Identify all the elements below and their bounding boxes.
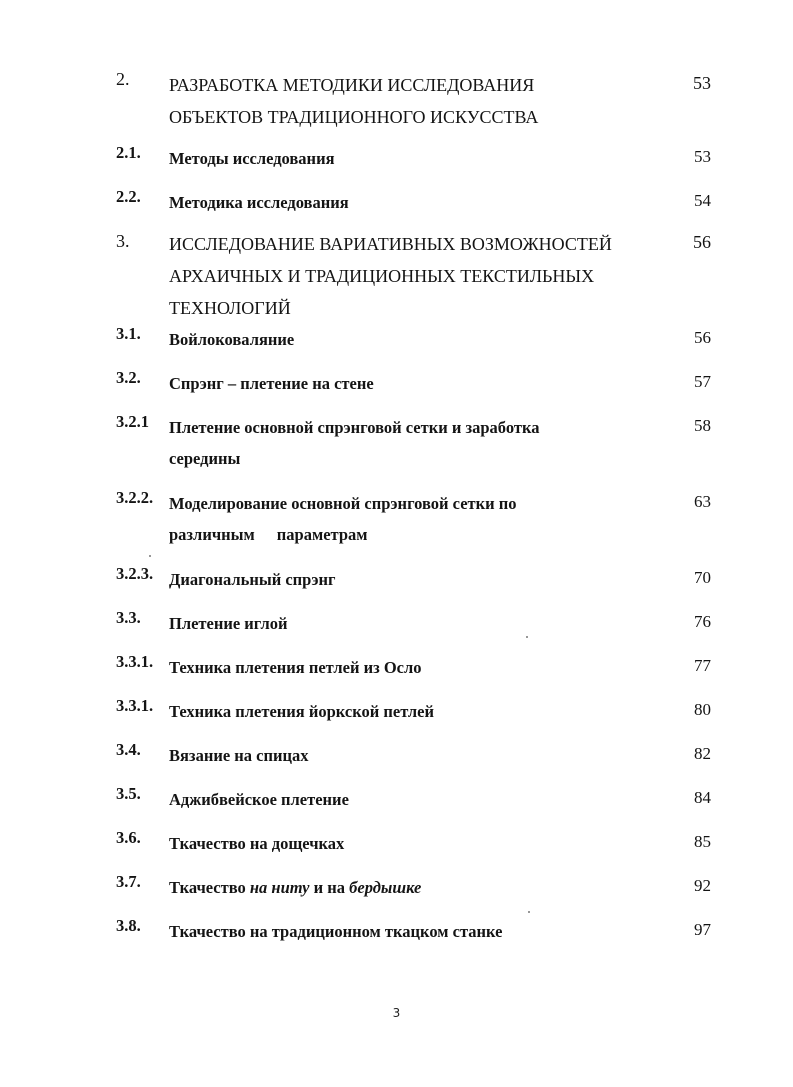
toc-title <box>169 488 659 550</box>
toc-page: 63 <box>694 492 711 511</box>
toc-page: 76 <box>694 612 711 631</box>
toc-number: 2. <box>116 69 130 89</box>
toc-title <box>169 828 659 859</box>
toc-page: 84 <box>694 788 711 807</box>
toc-title <box>169 784 659 815</box>
toc-number: 3.7. <box>116 872 141 891</box>
toc-number: 3.3. <box>116 608 141 627</box>
toc-number: 3.3.1. <box>116 652 154 671</box>
toc-title-line: Техника плетения петлей из Осло <box>169 658 422 677</box>
toc-title-line: ТЕХНОЛОГИЙ <box>169 298 291 318</box>
toc-title-line: АРХАИЧНЫХ И ТРАДИЦИОННЫХ ТЕКСТИЛЬНЫХ <box>169 266 595 286</box>
toc-page: 56 <box>694 328 711 347</box>
toc-page: 58 <box>694 416 711 435</box>
toc-title-line: Аджибвейское плетение <box>169 790 349 809</box>
toc-page: 80 <box>694 700 711 719</box>
toc-title-line: Плетение основной спрэнговой сетки и заработка <box>169 418 540 437</box>
toc-page: 53 <box>693 73 711 93</box>
toc-page: 57 <box>694 372 711 391</box>
toc-number: 3.3.1. <box>116 696 154 715</box>
page-number: 3 <box>392 1006 401 1020</box>
toc-page: 77 <box>694 656 711 675</box>
toc-number: 3. <box>116 231 130 251</box>
toc-title-line: Войлоковаляние <box>169 330 295 349</box>
toc-title-part-italic: бердышке <box>349 878 422 897</box>
toc-title-word: параметрам <box>276 525 368 544</box>
toc-page: 53 <box>694 147 711 166</box>
toc-number: 3.5. <box>116 784 141 803</box>
toc-title <box>169 872 659 903</box>
toc-title <box>169 143 659 174</box>
toc-title-line: Ткачество на традиционном ткацком станке <box>169 922 503 941</box>
toc-title <box>169 696 659 727</box>
toc-title <box>169 368 659 399</box>
toc-title-line: Методы исследования <box>169 149 335 168</box>
toc-title <box>169 652 659 683</box>
toc-title-line <box>169 872 659 903</box>
toc-page: 54 <box>694 191 711 210</box>
toc-title-line: Ткачество на дощечках <box>169 834 345 853</box>
scan-speck <box>149 555 151 557</box>
toc-number: 3.2. <box>116 368 141 387</box>
toc-title-line: Диагональный спрэнг <box>169 570 336 589</box>
scan-speck <box>528 911 530 913</box>
toc-title-line: середины <box>169 449 241 468</box>
toc-page: 92 <box>694 876 711 895</box>
toc-number: 3.8. <box>116 916 141 935</box>
toc-title <box>169 916 659 947</box>
toc-page: 97 <box>694 920 711 939</box>
toc-title <box>169 69 659 133</box>
toc-title-line: ОБЪЕКТОВ ТРАДИЦИОННОГО ИСКУССТВА <box>169 107 539 127</box>
toc-title-line: ИССЛЕДОВАНИЕ ВАРИАТИВНЫХ ВОЗМОЖНОСТЕЙ <box>169 234 612 254</box>
toc-title <box>169 740 659 771</box>
toc-page: 56 <box>693 232 711 252</box>
toc-title <box>169 564 659 595</box>
toc-title-line: Техника плетения йоркской петлей <box>169 702 434 721</box>
scan-speck <box>526 636 528 638</box>
toc-number: 3.2.1 <box>116 412 149 431</box>
toc-title-line: Спрэнг – плетение на стене <box>169 374 374 393</box>
toc-title <box>169 412 659 474</box>
toc-number: 3.1. <box>116 324 141 343</box>
toc-title-line: РАЗРАБОТКА МЕТОДИКИ ИССЛЕДОВАНИЯ <box>169 75 535 95</box>
toc-number: 3.2.2. <box>116 488 154 507</box>
toc-title-part-italic: на ниту <box>249 878 310 897</box>
toc-title <box>169 228 659 324</box>
toc-title-line: Методика исследования <box>169 193 349 212</box>
toc-number: 3.2.3. <box>116 564 154 583</box>
toc-page: 85 <box>694 832 711 851</box>
toc-title-line: Моделирование основной спрэнговой сетки по <box>169 494 517 513</box>
toc-title-part: Ткачество <box>169 878 250 897</box>
toc-title <box>169 608 659 639</box>
toc-title-line: Плетение иглой <box>169 614 288 633</box>
toc-page: 82 <box>694 744 711 763</box>
toc-number: 2.1. <box>116 143 141 162</box>
toc-page: 70 <box>694 568 711 587</box>
toc-title-part: и на <box>309 878 350 897</box>
toc-title <box>169 324 659 355</box>
toc-number: 3.4. <box>116 740 141 759</box>
toc-title-line <box>169 519 659 550</box>
toc-title-line: Вязание на спицах <box>169 746 309 765</box>
toc-number: 3.6. <box>116 828 141 847</box>
toc-title-word: различным <box>169 525 255 544</box>
toc-number: 2.2. <box>116 187 141 206</box>
toc-title <box>169 187 659 218</box>
